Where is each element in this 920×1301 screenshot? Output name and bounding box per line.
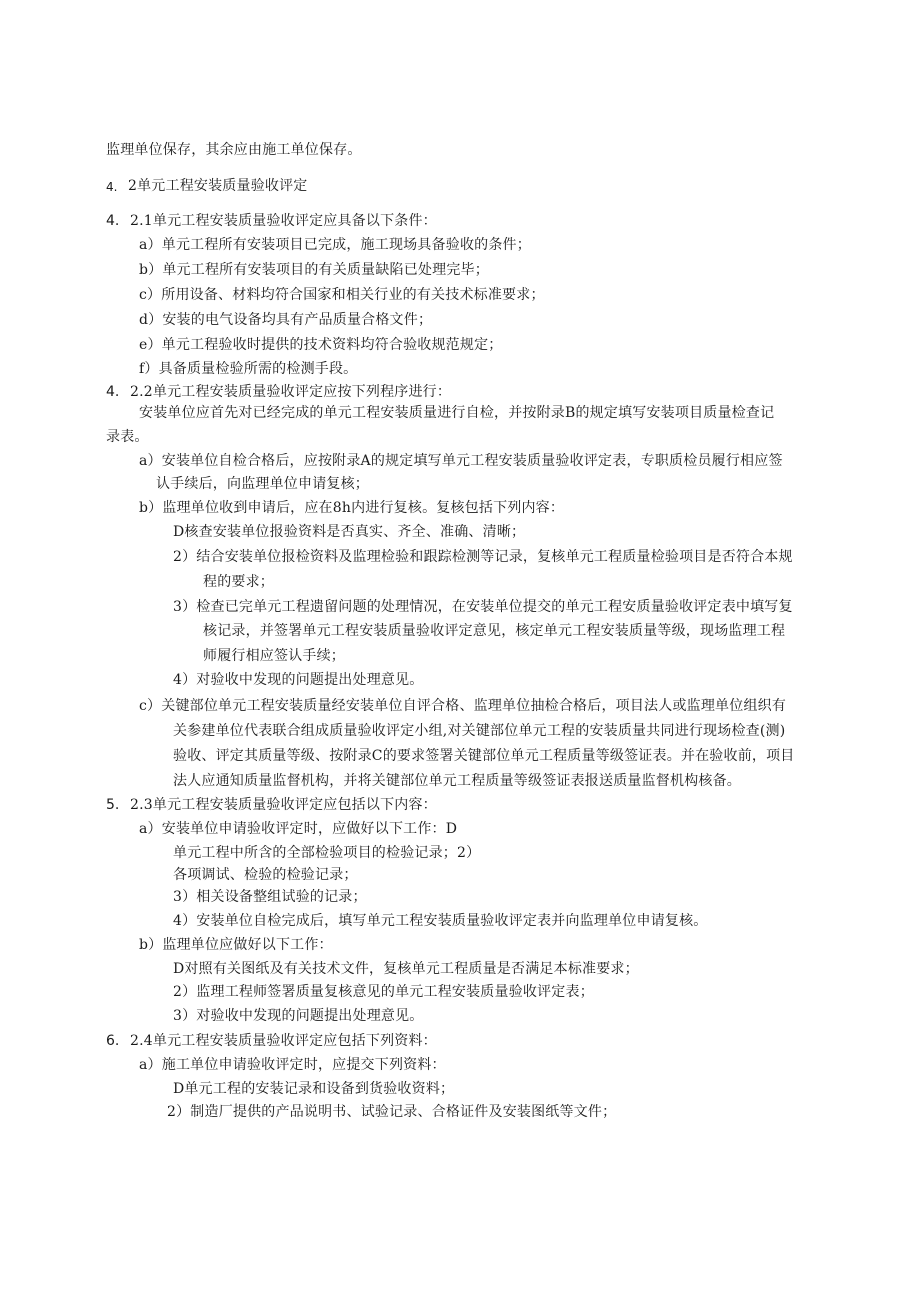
section-number: 6. xyxy=(106,1033,120,1049)
sub-item-continuation: 程的要求； xyxy=(203,574,274,590)
list-item: a）施工单位申请验收评定时，应提交下列资料： xyxy=(139,1057,446,1073)
section-number: 4. xyxy=(106,213,120,229)
sub-item: 各项调试、检验的检验记录； xyxy=(173,867,358,883)
section-number: 4. xyxy=(106,384,120,400)
list-item: c）所用设备、材料均符合国家和相关行业的有关技术标准要求； xyxy=(139,287,545,303)
list-item-continuation: 关参建单位代表联合组成质量验收评定小组,对关键部位单元工程的安装质量共同进行现场检查(测) xyxy=(173,723,786,739)
paragraph-line: 录表。 xyxy=(106,429,149,445)
sub-item: 单元工程中所含的全部检验项目的检验记录；2） xyxy=(173,845,481,861)
list-item: b）监理单位收到申请后，应在8h内进行复核。复核包括下列内容： xyxy=(139,500,565,516)
list-item-continuation: 验收、评定其质量等级、按附录C的要求签署关键部位单元工程质量等级签证表。并在验收前，项目 xyxy=(173,748,795,764)
sub-item: 2）监理工程师签署质量复核意见的单元工程安装质量验收评定表； xyxy=(173,984,594,1000)
clause-heading: 2.1单元工程安装质量验收评定应具备以下条件： xyxy=(130,213,437,229)
list-item: b）单元工程所有安装项目的有关质量缺陷已处理完毕； xyxy=(139,262,489,278)
section-number: 5. xyxy=(106,797,120,813)
sub-item: 2）制造厂提供的产品说明书、试验记录、合格证件及安装图纸等文件； xyxy=(167,1104,617,1120)
list-item: a）安装单位申请验收评定时，应做好以下工作：D xyxy=(139,821,458,837)
sub-item-continuation: 师履行相应签认手续； xyxy=(203,648,345,664)
section-heading: 2单元工程安装质量验收评定 xyxy=(128,178,308,194)
list-item: a）单元工程所有安装项目已完成，施工现场具备验收的条件； xyxy=(139,237,531,253)
list-item: e）单元工程验收时提供的技术资料均符合验收规范规定； xyxy=(139,337,503,353)
sub-item: D单元工程的安装记录和设备到货验收资料； xyxy=(173,1081,455,1097)
sub-item: 3）对验收中发现的问题提出处理意见。 xyxy=(173,1008,424,1024)
clause-heading: 2.3单元工程安装质量验收评定应包括以下内容： xyxy=(130,797,437,813)
list-item-continuation: 法人应通知质量监督机构，并将关键部位单元工程质量等级签证表报送质量监督机构核备。 xyxy=(173,773,741,789)
sub-item: 4）对验收中发现的问题提出处理意见。 xyxy=(173,672,424,688)
text-line: 监理单位保存，其余应由施工单位保存。 xyxy=(106,142,362,158)
sub-item: 2）结合安装单位报检资料及监理检验和跟踪检测等记录，复核单元工程质量检验项目是否符合本规 xyxy=(173,549,793,565)
list-item-continuation: 认手续后，向监理单位申请复核； xyxy=(156,476,369,492)
list-item: d）安装的电气设备均具有产品质量合格文件； xyxy=(139,312,433,328)
list-item: f）具备质量检验所需的检测手段。 xyxy=(139,361,358,377)
sub-item: 4）安装单位自检完成后，填写单元工程安装质量验收评定表并向监理单位申请复核。 xyxy=(173,913,708,929)
clause-heading: 2.4单元工程安装质量验收评定应包括下列资料： xyxy=(130,1033,437,1049)
sub-item: D对照有关图纸及有关技术文件，复核单元工程质量是否满足本标准要求； xyxy=(173,961,639,977)
sub-item-continuation: 核记录，并签署单元工程安装质量验收评定意见，核定单元工程安装质量等级，现场监理工程 xyxy=(203,623,786,639)
list-item: a）安装单位自检合格后，应按附录A的规定填写单元工程安装质量验收评定表，专职质检员履行相应签 xyxy=(139,453,783,469)
sub-item: 3）相关设备整组试验的记录； xyxy=(173,889,367,905)
list-item: b）监理单位应做好以下工作： xyxy=(139,937,333,953)
clause-heading: 2.2单元工程安装质量验收评定应按下列程序进行： xyxy=(130,384,452,400)
list-item: c）关键部位单元工程安装质量经安装单位自评合格、监理单位抽检合格后，项目法人或监理单位组织有 xyxy=(139,698,787,714)
paragraph-line: 安装单位应首先对已经完成的单元工程安装质量进行自检，并按附录B的规定填写安装项目质量检查记 xyxy=(139,405,775,421)
sub-item: D核查安装单位报验资料是否真实、齐全、准确、清晰； xyxy=(173,524,526,540)
section-number: 4. xyxy=(106,180,118,194)
sub-item: 3）检查已完单元工程遗留问题的处理情况，在安装单位提交的单元工程安质量验收评定表中填写复 xyxy=(173,599,793,615)
